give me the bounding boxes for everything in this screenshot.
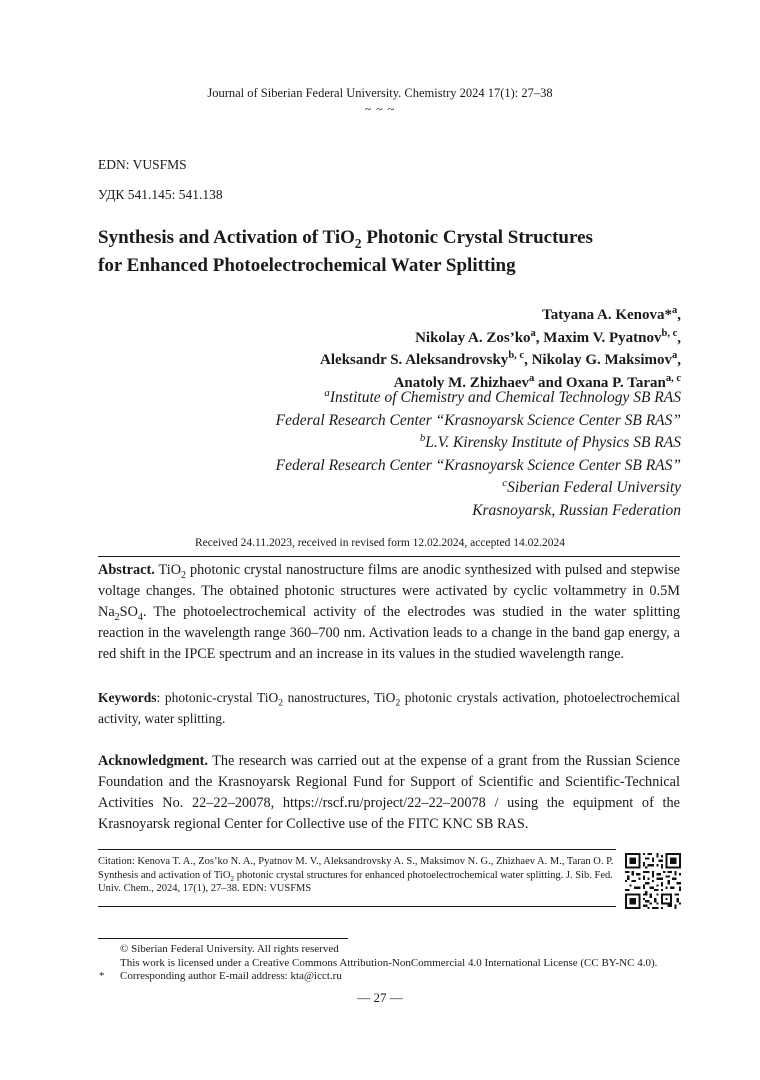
affiliation-c-line-2: Krasnoyarsk, Russian Federation	[472, 501, 681, 519]
author-line-1: Tatyana A. Kenova*$^a$,	[542, 305, 681, 323]
author-line-2: Nikolay A. $Zos’ko^a$, Maxim V. Pyatnov$^{b, c}$,	[415, 327, 681, 346]
edn-code: EDN: VUSFMS	[98, 157, 187, 172]
citation: Citation: Kenova T. A., Zos’ko N. A., Pyatnov M. V., Aleksandrovsky A. S., Maksimov N. G., Zhizhaev A. M., Taran O. P. Synthesis and activation of TiO$_2$ photonic crystal structures for enhanced photoelectrochemical water splitting. J. Sib. Fed. Univ. Chem., 2024, 17(1), 27–38. EDN: VUSFMS	[98, 856, 614, 894]
divider-citation-top	[98, 849, 616, 850]
qr-code	[625, 853, 681, 909]
author-list	[320, 304, 681, 394]
divider-top	[98, 556, 680, 557]
affiliation-c-line-1: $^c$Siberian Federal University	[502, 476, 681, 496]
license-note: This work is licensed under a Creative Commons Attribution-NonCommercial 4.0 International License (CC BY-NC 4.0).	[120, 956, 658, 969]
corresponding-author-note: Corresponding author E-mail address: kta@icct.ru	[120, 970, 342, 982]
copyright-note: © Siberian Federal University. All rights reserved	[120, 943, 339, 955]
affiliation-list	[276, 387, 681, 522]
divider-citation-bottom	[98, 906, 616, 907]
paper-title	[98, 224, 658, 280]
affiliation-b-line-2: Federal Research Center “Krasnoyarsk Science Center SB RAS”	[275, 456, 681, 474]
footnote-divider	[98, 938, 348, 939]
acknowledgment: Acknowledgment. The research was carried out at the expense of a grant from the Russian Science Foundation and the Krasnoyarsk Regional Fund for Support of Scientific and Scientific-Technical Activities No. 22–22–20078, https://rscf.ru/project/22–22–20078 / using the equipment of the Krasnoyarsk regional Center for Collective use of the FITC KNC SB RAS.	[98, 753, 680, 832]
affiliation-a-line-2: Federal Research Center “Krasnoyarsk Science Center SB RAS”	[275, 411, 681, 429]
author-line-4: Anatoly M. Zhizhaev$^a$ and Oxana P. Taran$^{a, c}$	[393, 372, 681, 391]
abstract: Abstract. TiO$_2$ photonic crystal nanostructure films are anodic synthesized with pulsed and stepwise voltage changes. The obtained photonic structures were activated by cyclic voltammetry in 0.5M $Na_2SO_4$. The photoelectrochemical activity of the electrodes was studied in the water splitting reaction in the wavelength range 360–700 nm. Activation leads to a change in the band gap energy, a red shift in the IPCE spectrum and an increase in its values in the studied wavelength range.	[98, 562, 680, 662]
footnote-star: *	[99, 970, 105, 982]
journal-header: Journal of Siberian Federal University. Chemistry 2024 17(1): 27–38	[207, 86, 553, 100]
title-line-1: Synthesis and Activation of TiO$_2$ Photonic Crystal Structures	[98, 227, 593, 251]
affiliation-a-line-1: $^a$Institute of Chemistry and Chemical Technology SB RAS	[324, 386, 681, 406]
received-dates: Received 24.11.2023, received in revised form 12.02.2024, accepted 14.02.2024	[194, 537, 566, 549]
affiliation-b-line-1: $^b$L.V. Kirensky Institute of Physics SB RAS	[419, 431, 681, 451]
page-number: — 27 —	[357, 990, 403, 1005]
author-line-3: Aleksandr S. Aleksandrovsky$^{b, c}$, Nikolay G. Maksimov$^a$,	[320, 350, 681, 368]
keywords: Keywords: photonic-crystal TiO$_2$ nanostructures, TiO$_2$ photonic crystals activation, photoelectrochemical activity, water splitting.	[98, 690, 680, 726]
udk-code: УДК 541.145: 541.138	[98, 187, 223, 202]
title-line-2: for Enhanced Photoelectrochemical Water Splitting	[98, 255, 516, 276]
header-separator: ~ ~ ~	[364, 102, 396, 116]
footnote-block	[120, 943, 700, 984]
